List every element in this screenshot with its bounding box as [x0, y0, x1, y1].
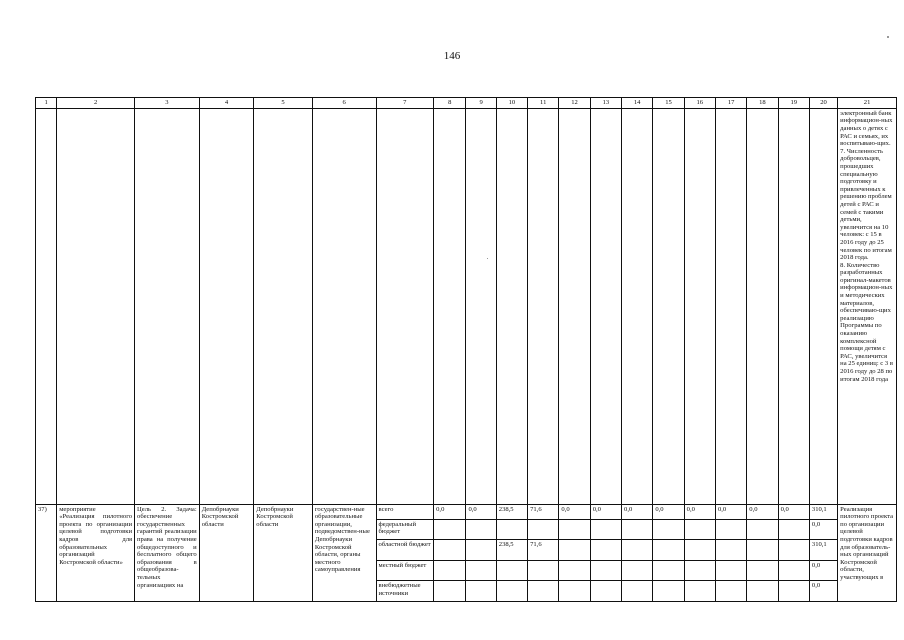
program-table: [35, 97, 897, 602]
scan-speck: [487, 258, 488, 259]
value-cell: [434, 540, 466, 561]
header-cell: 15: [653, 98, 684, 109]
empty-cell: [747, 108, 778, 504]
value-cell: [684, 519, 715, 540]
value-cell: 0,0: [684, 504, 715, 519]
empty-cell: [809, 108, 837, 504]
header-cell: 10: [496, 98, 527, 109]
value-cell: [622, 519, 653, 540]
value-cell: [528, 560, 559, 581]
value-cell: 0,0: [747, 504, 778, 519]
co-executor: Депобрнауки Костромской области: [254, 504, 313, 601]
value-cell: 0,0: [466, 504, 496, 519]
value-cell: [622, 560, 653, 581]
header-cell: 17: [715, 98, 746, 109]
header-cell: 18: [747, 98, 778, 109]
value-cell: 71,6: [528, 540, 559, 561]
empty-cell: [199, 108, 254, 504]
value-cell: [778, 519, 809, 540]
value-cell: [684, 540, 715, 561]
value-cell: [715, 519, 746, 540]
value-cell: [590, 581, 621, 602]
value-cell: [747, 581, 778, 602]
scan-speck: [887, 36, 889, 38]
value-cell: [466, 519, 496, 540]
empty-cell: [684, 108, 715, 504]
empty-cell: [312, 108, 376, 504]
expected-result: Реализация пилотного проекта по организации целевой подготовки кадров для образователь-ных организаций Костромской области, участвующих в: [838, 504, 897, 601]
empty-cell: [590, 108, 621, 504]
value-cell: [622, 540, 653, 561]
value-cell: [778, 560, 809, 581]
value-cell: [747, 519, 778, 540]
header-cell: 3: [135, 98, 200, 109]
value-cell: [466, 540, 496, 561]
value-cell: [559, 560, 590, 581]
empty-cell: [622, 108, 653, 504]
value-cell: [559, 540, 590, 561]
header-cell: 21: [838, 98, 897, 109]
funding-source-label: внебюджетные источники: [376, 581, 434, 602]
value-cell: [747, 540, 778, 561]
value-cell: [434, 581, 466, 602]
empty-cell: [434, 108, 466, 504]
expected-results-continued: электронный банк информацион-ных данных о детях с РАС и семьях, их воспитываю-щих. 7. Численность добровольцев, прошедших специальную подготовку и привлеченных к решению проблем детей с РАС и семей с такими детьми, увеличится на 10 человек: с 15 в 2016 году до 25 человек по итогам 2018 года. 8. Количество разработанных оригинал-макетов информацион-ных и методических материалов, обеспечиваю-щих реализацию Программы по оказанию комплексной помощи детям с РАС, увеличится на 25 единиц: с 3 в 2016 году до 28 по итогам 2018 года: [838, 108, 897, 504]
empty-cell: [135, 108, 200, 504]
value-cell: 0,0: [434, 504, 466, 519]
value-cell: 310,1: [809, 504, 837, 519]
value-cell: [715, 540, 746, 561]
row-number: 37): [36, 504, 57, 601]
responsible-executor: Депобрнауки Костромской области: [199, 504, 254, 601]
empty-cell: [254, 108, 313, 504]
empty-cell: [559, 108, 590, 504]
header-cell: 7: [376, 98, 434, 109]
value-cell: [653, 540, 684, 561]
measure-name: мероприятие «Реализация пилотного проекта по организации целевой подготовки кадров для образовательных организаций Костромской области»: [57, 504, 135, 601]
value-cell: [653, 581, 684, 602]
empty-cell: [496, 108, 527, 504]
empty-cell: [376, 108, 434, 504]
value-cell: [684, 560, 715, 581]
value-cell: [559, 581, 590, 602]
empty-cell: [778, 108, 809, 504]
header-cell: 9: [466, 98, 496, 109]
value-cell: 0,0: [809, 560, 837, 581]
funding-source-label: местный бюджет: [376, 560, 434, 581]
header-cell: 5: [254, 98, 313, 109]
header-cell: 4: [199, 98, 254, 109]
value-cell: 71,6: [528, 504, 559, 519]
goal-task: Цель 2. Задача: обеспечение государственных гарантий реализации права на получение общедоступного и бесплатного общего образования в общеобразова-тельных организациях на: [135, 504, 200, 601]
value-cell: [496, 581, 527, 602]
value-cell: 0,0: [559, 504, 590, 519]
value-cell: 0,0: [778, 504, 809, 519]
header-cell: 11: [528, 98, 559, 109]
value-cell: 238,5: [496, 504, 527, 519]
empty-cell: [653, 108, 684, 504]
continuation-row: [36, 108, 897, 504]
value-cell: 0,0: [809, 519, 837, 540]
empty-cell: [36, 108, 57, 504]
value-cell: 0,0: [653, 504, 684, 519]
header-cell: 13: [590, 98, 621, 109]
value-cell: [778, 581, 809, 602]
header-cell: 2: [57, 98, 135, 109]
header-cell: 14: [622, 98, 653, 109]
header-cell: 12: [559, 98, 590, 109]
value-cell: 238,5: [496, 540, 527, 561]
funding-source-label: областной бюджет: [376, 540, 434, 561]
value-cell: [778, 540, 809, 561]
header-cell: 1: [36, 98, 57, 109]
header-row: [36, 98, 897, 109]
value-cell: [622, 581, 653, 602]
funding-source-label: всего: [376, 504, 434, 519]
value-cell: 310,1: [809, 540, 837, 561]
header-cell: 8: [434, 98, 466, 109]
value-cell: [466, 581, 496, 602]
value-cell: [496, 560, 527, 581]
value-cell: 0,0: [715, 504, 746, 519]
value-cell: [528, 581, 559, 602]
empty-cell: [466, 108, 496, 504]
value-cell: [653, 519, 684, 540]
value-cell: [466, 560, 496, 581]
value-cell: [590, 519, 621, 540]
value-cell: [684, 581, 715, 602]
value-cell: [559, 519, 590, 540]
value-cell: [590, 560, 621, 581]
value-cell: [496, 519, 527, 540]
value-cell: [747, 560, 778, 581]
empty-cell: [57, 108, 135, 504]
value-cell: [715, 581, 746, 602]
participants: государствен-ные образовательные организации, подведомствен-ные Депобрнауки Костромской области, органы местного самоуправления: [312, 504, 376, 601]
value-cell: 0,0: [622, 504, 653, 519]
header-cell: 6: [312, 98, 376, 109]
value-cell: [434, 560, 466, 581]
page-number: 146: [443, 50, 461, 62]
funding-source-label: федеральный бюджет: [376, 519, 434, 540]
header-cell: 20: [809, 98, 837, 109]
empty-cell: [715, 108, 746, 504]
header-cell: 19: [778, 98, 809, 109]
value-cell: [653, 560, 684, 581]
value-cell: [434, 519, 466, 540]
value-cell: 0,0: [590, 504, 621, 519]
empty-cell: [528, 108, 559, 504]
value-cell: [590, 540, 621, 561]
header-cell: 16: [684, 98, 715, 109]
value-cell: [715, 560, 746, 581]
value-cell: [528, 519, 559, 540]
source-row-total: [36, 504, 897, 519]
value-cell: 0,0: [809, 581, 837, 602]
